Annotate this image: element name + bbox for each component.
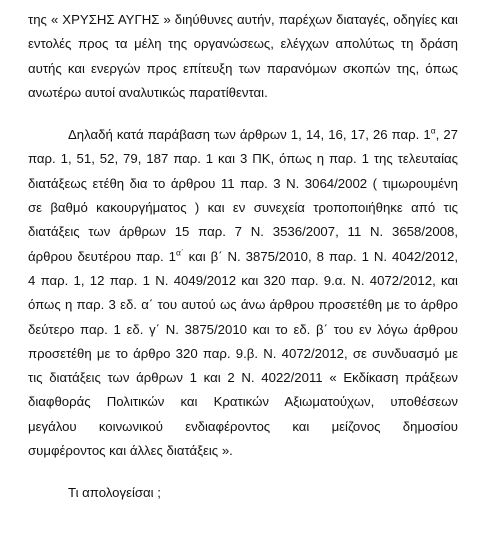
paragraph-gap [28, 105, 458, 123]
text-line: δεύτερο παρ. 1 εδ. γ΄ Ν. 3875/2010 και το εδ. β΄ του εν λόγω άρθρου [28, 321, 458, 337]
paragraph-question [28, 481, 458, 505]
paragraph-charges-intro [28, 8, 458, 105]
text-line: προσετέθη με το άρθρο 320 παρ. 9.β. Ν. 4072/2012, σε συνδυασμό με [28, 345, 458, 361]
text-line: εντολές προς τα μέλη της οργανώσεως, ελέγχων απολύτως τη δράση [28, 36, 458, 52]
text-line: διατάξεως ετέθη δια το άρθρου 11 παρ. 3 Ν. 3064/2002 ( τιμωρουμένη [28, 175, 458, 191]
text-line: ανωτέρω αυτοί αναλυτικώς παρατίθενται. [28, 84, 268, 100]
text-line: διαφθοράς Πολιτικών και Κρατικών Αξιωματούχων, υποθέσεων [28, 394, 458, 410]
superscript: α [430, 125, 436, 136]
text-line: διατάξεις των άρθρων 15 παρ. 7 Ν. 3536/2007, 11 Ν. 3658/2008, [28, 224, 458, 240]
text-line: συμφέροντος και άλλες διατάξεις ». [28, 443, 233, 459]
text-line [28, 245, 458, 269]
paragraph-gap [28, 463, 458, 481]
paragraph-legal-provisions [28, 123, 458, 463]
text-line: αυτής και ενεργών προς επίτευξη των παρανόμων σκοπών της, όπως [28, 60, 458, 76]
text-line: τις διατάξεις των άρθρων 1 και 2 Ν. 4022/2011 « Εκδίκαση πράξεων [28, 370, 458, 386]
text-line: παρ. 1, 51, 52, 79, 187 παρ. 1 και 3 ΠΚ, όπως η παρ. 1 της τελευταίας [28, 151, 458, 167]
superscript: α΄ [175, 247, 184, 258]
text-line: μεγάλου κοινωνικού ενδιαφέροντος και μείζονος δημοσίου [28, 418, 458, 434]
text-segment: άρθρου δευτέρου παρ. 1 [28, 248, 176, 264]
text-line: 4 παρ. 1, 12 παρ. 1 Ν. 4049/2012 και 320 παρ. 9.α. Ν. 4072/2012, και [28, 272, 458, 288]
text-segment: και β΄ Ν. 3875/2010, 8 παρ. 1 Ν. 4042/2012, [183, 248, 458, 264]
text-segment: , 27 [435, 127, 459, 143]
text-segment: Δηλαδή κατά παράβαση των άρθρων 1, 14, 16, 17, 26 παρ. 1 [68, 127, 431, 143]
text-line: της « ΧΡΥΣΗΣ ΑΥΓΗΣ » διηύθυνες αυτήν, παρέχων διαταγές, οδηγίες και [28, 12, 458, 27]
text-line: όπως η παρ. 3 εδ. α΄ του αυτού ως άνω άρθρου προσετέθη με το άρθρο [28, 297, 458, 313]
text-line [28, 123, 458, 147]
text-line: σε βαθμό κακουργήματος ) και εν συνεχεία τροποποιήθηκε από τις [28, 200, 458, 216]
question-text: Τι απολογείσαι ; [68, 485, 161, 501]
